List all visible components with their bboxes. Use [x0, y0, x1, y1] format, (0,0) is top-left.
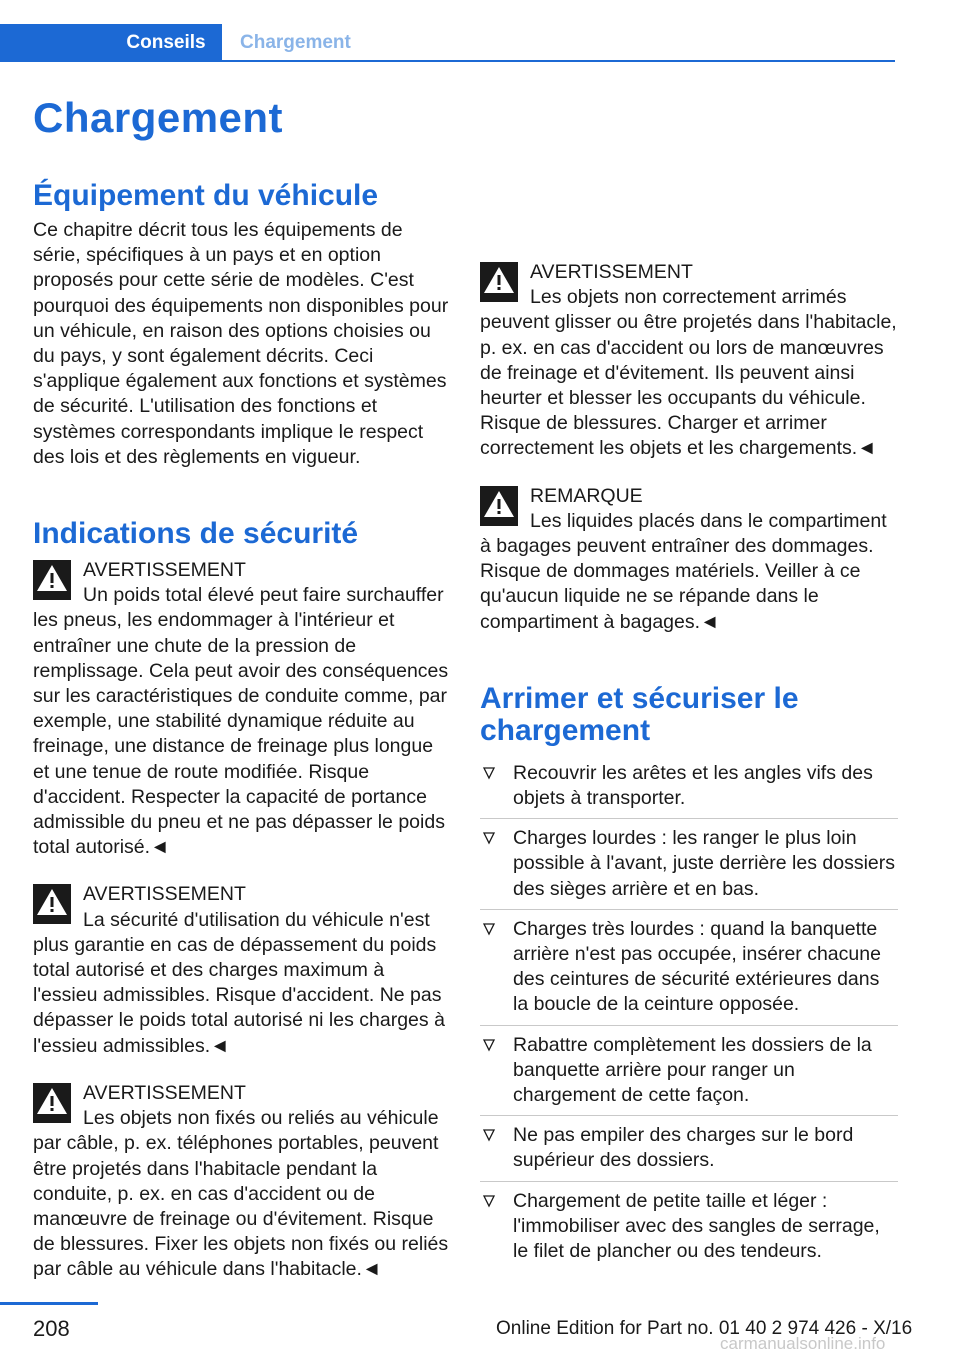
watermark-site: carmanualsonline.info [720, 1334, 886, 1353]
warning-block [33, 558, 451, 860]
section-heading-equipement: Équipement du véhicule [33, 179, 379, 212]
page-title: Chargement [33, 94, 284, 141]
warning-label: AVERTISSEMENT [83, 1081, 246, 1104]
footer-rule [0, 1302, 98, 1305]
list-item [480, 826, 898, 910]
warning-triangle-icon [480, 262, 518, 302]
page-number: 208 [33, 1316, 70, 1341]
warning-block [33, 882, 451, 1058]
warning-text: Les objets non correctement arrimés peuvent glisser ou être projetés dans l'habitacle, p. ex. en cas d'accident ou lors de manœuvres de freinage et d'évitement. Ils peuvent ainsi heurter et blesser les occupants du véhicule. Risque de blessures. Charger et arrimer correctement les objets et les chargements.◄ [480, 286, 897, 460]
list-item [480, 1033, 898, 1117]
list-item [480, 1189, 898, 1272]
warning-text: Les objets non fixés ou reliés au véhicule par câble, p. ex. téléphones portables, peuvent être projetés dans l'habitacle pendant la conduite, p. ex. en cas d'accident ou de manœuvre de freinage ou d'évitement. Risque de blessures. Fixer les objets non fixés ou reliés par câble au véhicule dans l'habitacle.◄ [33, 1107, 449, 1281]
warning-block [480, 260, 898, 1278]
warning-label: REMARQUE [530, 484, 643, 507]
warning-block [480, 484, 898, 635]
warning-text: Un poids total élevé peut faire surchauffer les pneus, les endommager à l'intérieur et entraîner une chute de la pression de remplissage. Cela peut avoir des conséquences sur les caractéristiques de conduite comme, par exemple, une stabilité dynamique réduite au freinage, une distance de freinage plus longue et une tenue de route modifiée. Risque d'accident. Respecter la capacité de portance admissible du pneu et ne pas dépasser le poids total autorisé.◄ [33, 584, 449, 859]
header-rule [0, 60, 895, 62]
triangle-bullet-icon [482, 831, 496, 845]
warning-triangle-icon [480, 486, 518, 526]
warning-block [33, 1081, 451, 1283]
tab-chargement-label: Chargement [240, 32, 351, 53]
list-item-text: Ne pas empiler des charges sur le bord supérieur des dossiers. [513, 1124, 854, 1172]
triangle-bullet-icon [482, 766, 496, 780]
tab-chargement[interactable] [240, 24, 351, 62]
list-item-text: Chargement de petite taille et léger : l'immobiliser avec des sangles de serrage, le filet de plancher ou des tendeurs. [513, 1189, 880, 1263]
loading-tips-list [480, 761, 898, 1271]
warning-label: AVERTISSEMENT [83, 883, 246, 906]
triangle-bullet-icon [482, 922, 496, 936]
left-column [33, 180, 451, 1283]
list-item-text: Rabattre complètement les dossiers de la banquette arrière pour ranger un chargement de cette façon. [513, 1033, 872, 1107]
header-bar [0, 24, 895, 62]
warning-label: AVERTISSEMENT [83, 559, 246, 582]
triangle-bullet-icon [482, 1038, 496, 1052]
tab-conseils[interactable] [0, 24, 222, 62]
list-item-text: Recouvrir les arêtes et les angles vifs des objets à transporter. [513, 761, 873, 810]
list-item [480, 761, 898, 819]
warning-triangle-icon [33, 560, 71, 600]
triangle-bullet-icon [482, 1194, 496, 1208]
warning-text: La sécurité d'utilisation du véhicule n'est plus garantie en cas de dépassement du poids total autorisé et des charges maximum à l'essieu admissibles. Risque d'accident. Ne pas dépasser le poids total autorisé ni les charges à l'essieu admissibles.◄ [33, 908, 445, 1057]
list-item-text: Charges lourdes : les ranger le plus loin possible à l'avant, juste derrière les dossiers des sièges arrière et en bas. [513, 827, 895, 900]
warning-triangle-icon [33, 884, 71, 924]
triangle-bullet-icon [482, 1128, 496, 1142]
warning-text: Les liquides placés dans le compartiment à bagages peuvent entraîner des dommages. Risque de dommages matériels. Veiller à ce qu'aucun liquide ne se répande dans le compartiment à bagages.◄ [480, 509, 887, 633]
section-heading-arrimer: Arrimer et sécuriser le chargement [480, 681, 799, 747]
section-heading-securite: Indications de sécurité [33, 517, 359, 551]
edition-text: Online Edition for Part no. 01 40 2 974 426 - X/16 [496, 1318, 913, 1339]
list-item [480, 917, 898, 1026]
warning-label: AVERTISSEMENT [530, 261, 693, 283]
tab-conseils-label: Conseils [126, 32, 206, 53]
list-item [480, 1123, 898, 1181]
warning-triangle-icon [33, 1083, 71, 1123]
section-body-equipement: Ce chapitre décrit tous les équipements de série, spécifiques à un pays et en option proposés pour cette série de modèles. C'est pourquoi des équipements non disponibles pour un véhicule, en raison des options choisies ou du pays, y sont également décrits. Ceci s'applique également aux fonctions et systèmes de sécurité. L'utilisation des fonctions et systèmes correspondants implique le respect des lois et des règlements en vigueur. [33, 219, 449, 468]
list-item-text: Charges très lourdes : quand la banquette arrière n'est pas occupée, insérer chacune des ceintures de sécurité extérieures dans la boucle de la ceinture opposée. [513, 917, 881, 1016]
